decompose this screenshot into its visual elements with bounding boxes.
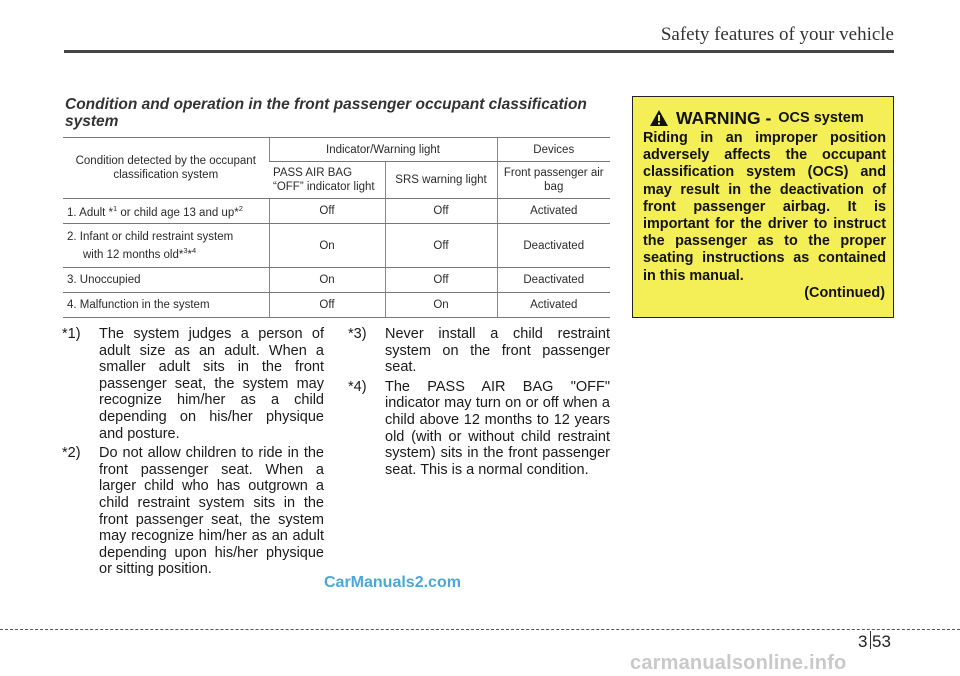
- warning-box: [632, 96, 894, 318]
- footnote: [62, 445, 324, 578]
- warning-label: WARNING -: [676, 107, 772, 128]
- srs-header: SRS warning light: [385, 162, 497, 199]
- warning-subtitle: OCS system: [778, 110, 864, 126]
- page-divider: [870, 631, 871, 649]
- header-rule: [64, 50, 894, 53]
- condition-cell: 2. Infant or child restraint system with 12 months old*$^3$*$^4$: [63, 224, 269, 268]
- devices-header: Devices: [497, 138, 610, 162]
- condition-cell: 3. Unoccupied: [63, 268, 269, 293]
- front-airbag-cell: Deactivated: [497, 224, 610, 268]
- footnote: [62, 326, 324, 442]
- pass-airbag-cell: On: [269, 224, 385, 268]
- section-heading: Condition and operation in the front passenger occupant classification system: [65, 96, 587, 130]
- footnote-text: Do not allow children to ride in the front passenger seat. When a larger child who has outgrown a child restraint system sits in the front passenger seat, the system may recognize him/her as an adult depending upon his/her physique or sitting position.: [99, 445, 324, 578]
- ocs-table: [63, 137, 610, 318]
- watermark[interactable]: CarManuals2.com: [324, 574, 461, 591]
- front-airbag-cell: Activated: [497, 199, 610, 224]
- footer-brand[interactable]: carmanualsonline.info: [630, 652, 847, 674]
- footnote-mark: *2): [62, 445, 81, 462]
- page-number: 53: [872, 632, 891, 651]
- warning-title: [649, 106, 864, 130]
- indicator-group-header: Indicator/Warning light: [269, 138, 497, 162]
- footer-rule: [0, 629, 960, 630]
- warning-continued: (Continued): [804, 285, 885, 301]
- srs-cell: Off: [385, 268, 497, 293]
- footnote-text: Never install a child restraint system on the front passenger seat.: [385, 326, 610, 376]
- footnote: [348, 326, 610, 376]
- table-row: [63, 224, 610, 268]
- condition-cell: 4. Malfunction in the system: [63, 293, 269, 318]
- pass-airbag-header: PASS AIR BAG “OFF” indicator light: [269, 162, 385, 199]
- footnote-mark: *3): [348, 326, 367, 342]
- front-airbag-header: Front passenger air bag: [497, 162, 610, 199]
- srs-cell: Off: [385, 199, 497, 224]
- condition-header: Condition detected by the occupant classification system: [63, 138, 269, 199]
- pass-airbag-cell: On: [269, 268, 385, 293]
- warning-triangle-icon: [649, 109, 669, 127]
- table-row: [63, 293, 610, 318]
- srs-cell: Off: [385, 224, 497, 268]
- front-airbag-cell: Deactivated: [497, 268, 610, 293]
- page-chapter: 3: [858, 632, 868, 651]
- header-title: Safety features of your vehicle: [660, 24, 894, 45]
- warning-body: Riding in an improper position adversely affects the occupant classification system (OCS) and may result in the deactivation of front passenger airbag. It is important for the driver to instruct the passenger as to the proper seating instructions as contained in this manual.: [643, 130, 886, 284]
- pass-airbag-cell: Off: [269, 199, 385, 224]
- footnote-mark: *1): [62, 326, 81, 342]
- footnotes-left: [62, 326, 324, 581]
- condition-cell: 1. Adult *$^1$ or child age 13 and up*$^2$: [63, 199, 269, 224]
- footnotes-right: [348, 326, 610, 481]
- footnote-text: The PASS AIR BAG "OFF" indicator may turn on or off when a child above 12 months to 12 years old (with or without child restraint system) sits in the front passenger seat. This is a normal condition.: [385, 378, 610, 478]
- pass-airbag-cell: Off: [269, 293, 385, 318]
- footnote: [348, 379, 610, 479]
- table-row: [63, 268, 610, 293]
- footnote-text: The system judges a person of adult size as an adult. When a smaller adult sits in the front passenger seat, the system may recognize him/her as a child depending on his/her physique and posture.: [99, 326, 324, 442]
- table-row: [63, 199, 610, 224]
- front-airbag-cell: Activated: [497, 293, 610, 318]
- srs-cell: On: [385, 293, 497, 318]
- footnote-mark: *4): [348, 378, 367, 395]
